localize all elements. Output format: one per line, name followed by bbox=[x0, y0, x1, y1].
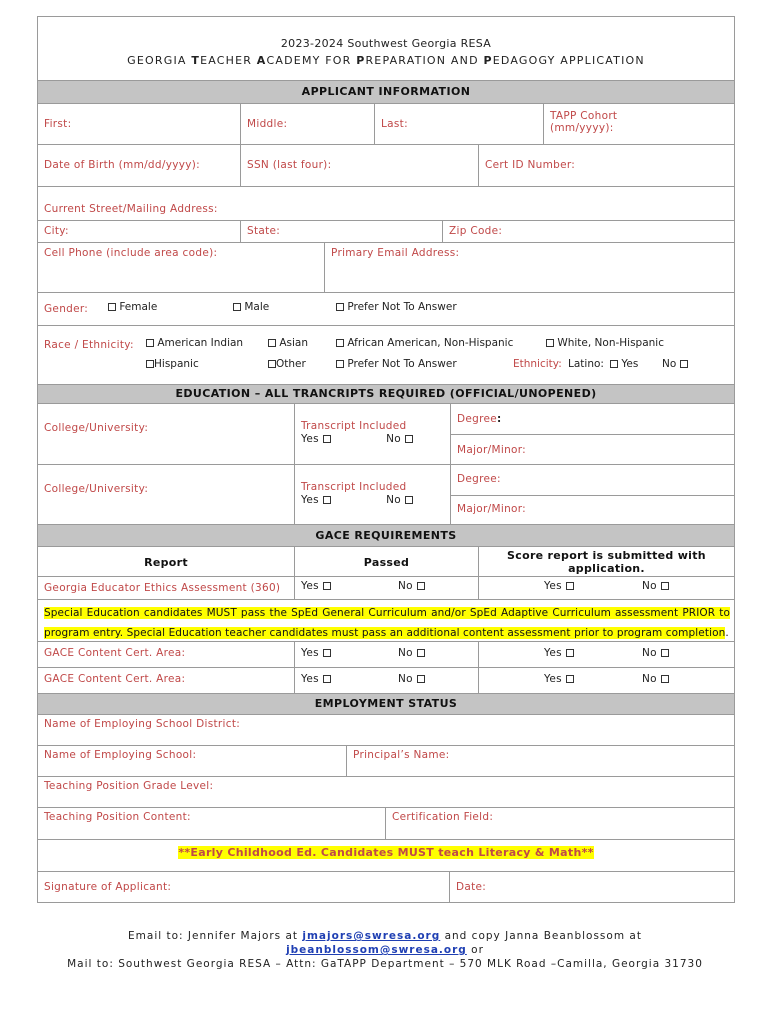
school-row bbox=[38, 746, 734, 777]
latino-label: Latino: bbox=[568, 358, 604, 370]
middle-name-field[interactable]: Middle: bbox=[241, 104, 375, 144]
form-header bbox=[38, 17, 734, 81]
checkbox-icon[interactable] bbox=[146, 339, 154, 347]
city-field[interactable]: City: bbox=[38, 221, 241, 242]
last-name-field[interactable]: Last: bbox=[375, 104, 544, 144]
checkbox-icon[interactable] bbox=[405, 435, 413, 443]
degree-field-2[interactable]: Degree: bbox=[451, 465, 734, 496]
ethics-passed-no[interactable]: No bbox=[398, 580, 425, 592]
gace-passed-yes[interactable]: Yes bbox=[301, 673, 331, 685]
employment-section-header: EMPLOYMENT STATUS bbox=[38, 694, 734, 715]
gace-content-area-label[interactable]: GACE Content Cert. Area: bbox=[38, 642, 295, 667]
early-childhood-row bbox=[38, 840, 734, 872]
gace-content-score-1 bbox=[479, 642, 734, 667]
checkbox-icon[interactable] bbox=[233, 303, 241, 311]
checkbox-icon[interactable] bbox=[323, 649, 331, 657]
transcript-options bbox=[301, 433, 444, 445]
ethics-score-no[interactable]: No bbox=[642, 580, 669, 592]
education-row-2 bbox=[38, 465, 734, 525]
application-form bbox=[37, 16, 735, 903]
address-row bbox=[38, 187, 734, 221]
applicant-section-header: APPLICANT INFORMATION bbox=[38, 81, 734, 104]
transcript-label: Transcript Included bbox=[301, 420, 407, 432]
college-field-1[interactable]: College/University: bbox=[38, 404, 295, 464]
signature-row bbox=[38, 872, 734, 902]
address-field[interactable]: Current Street/Mailing Address: bbox=[44, 203, 218, 215]
submission-instructions bbox=[37, 929, 733, 971]
tapp-cohort-label: TAPP Cohort bbox=[550, 110, 618, 122]
gace-content-area-label[interactable]: GACE Content Cert. Area: bbox=[38, 668, 295, 693]
ethics-score-cell bbox=[479, 577, 734, 599]
checkbox-icon[interactable] bbox=[323, 582, 331, 590]
transcript-field-1 bbox=[295, 404, 451, 464]
jbeanblossom-email-link[interactable]: jbeanblossom@swresa.org bbox=[286, 944, 467, 956]
ethics-assessment-label: Georgia Educator Ethics Assessment (360) bbox=[38, 577, 295, 599]
gace-score-no[interactable]: No bbox=[642, 647, 669, 659]
col-passed-header: Passed bbox=[295, 547, 479, 576]
checkbox-icon[interactable] bbox=[336, 360, 344, 368]
major-field-1[interactable]: Major/Minor: bbox=[457, 443, 527, 456]
gace-passed-no[interactable]: No bbox=[398, 673, 425, 685]
latino-no-option[interactable]: No bbox=[662, 358, 688, 370]
sped-notice-row bbox=[38, 600, 734, 642]
dob-field[interactable]: Date of Birth (mm/dd/yyyy): bbox=[38, 145, 241, 186]
sped-notice: Special Education candidates MUST pass the SpEd General Curriculum and/or SpEd Adaptive Curriculum assessment PRIOR to program entry. Special Education teacher candidates must pass an additional content assessment prior to program completion. bbox=[44, 607, 730, 639]
form-year-title: 2023-2024 Southwest Georgia RESA bbox=[280, 37, 492, 50]
content-row bbox=[38, 808, 734, 840]
degree-major-group-1 bbox=[451, 404, 734, 464]
jmajors-email-link[interactable]: jmajors@swresa.org bbox=[302, 930, 441, 942]
gace-content-row-1 bbox=[38, 642, 734, 668]
checkbox-icon[interactable] bbox=[268, 339, 276, 347]
education-section-header: EDUCATION – ALL TRANCRIPTS REQUIRED (OFFICIAL/UNOPENED) bbox=[38, 385, 734, 404]
gender-female-option[interactable]: Female bbox=[108, 301, 157, 313]
gace-passed-no[interactable]: No bbox=[398, 647, 425, 659]
gace-passed-yes[interactable]: Yes bbox=[301, 647, 331, 659]
zip-field[interactable]: Zip Code: bbox=[449, 225, 503, 237]
grade-row bbox=[38, 777, 734, 808]
gace-content-row-2 bbox=[38, 668, 734, 694]
transcript-options bbox=[301, 494, 444, 506]
checkbox-icon[interactable] bbox=[661, 649, 669, 657]
checkbox-icon[interactable] bbox=[108, 303, 116, 311]
gender-prefer-not-option[interactable]: Prefer Not To Answer bbox=[336, 301, 457, 313]
tapp-cohort-format: (mm/yyyy): bbox=[550, 122, 614, 134]
dob-row bbox=[38, 145, 734, 187]
checkbox-icon[interactable] bbox=[336, 339, 344, 347]
race-white-option[interactable]: White, Non-Hispanic bbox=[546, 337, 664, 349]
race-label: Race / Ethnicity: bbox=[44, 339, 134, 351]
name-row bbox=[38, 104, 734, 145]
checkbox-icon[interactable] bbox=[546, 339, 554, 347]
checkbox-icon[interactable] bbox=[417, 649, 425, 657]
transcript-yes-option[interactable]: Yes bbox=[301, 433, 331, 445]
mail-instructions: Mail to: Southwest Georgia RESA – Attn: GaTAPP Department – 570 MLK Road –Camilla, Georgia 31730 bbox=[67, 958, 703, 970]
major-field-2[interactable]: Major/Minor: bbox=[457, 502, 527, 515]
checkbox-icon[interactable] bbox=[323, 496, 331, 504]
gace-content-passed-1 bbox=[295, 642, 479, 667]
race-american-indian-option[interactable]: American Indian bbox=[146, 337, 243, 349]
transcript-no-option[interactable]: No bbox=[386, 433, 413, 445]
transcript-label: Transcript Included bbox=[301, 481, 407, 493]
checkbox-icon[interactable] bbox=[610, 360, 618, 368]
race-african-american-option[interactable]: African American, Non-Hispanic bbox=[336, 337, 513, 349]
transcript-yes-option[interactable]: Yes bbox=[301, 494, 331, 506]
cell-phone-field[interactable]: Cell Phone (include area code): bbox=[38, 243, 325, 292]
gace-content-passed-2 bbox=[295, 668, 479, 693]
transcript-no-option[interactable]: No bbox=[386, 494, 413, 506]
col-report-header: Report bbox=[38, 547, 295, 576]
tapp-cohort-field[interactable] bbox=[544, 104, 734, 144]
checkbox-icon[interactable] bbox=[566, 675, 574, 683]
college-field-2[interactable]: College/University: bbox=[38, 465, 295, 524]
district-row bbox=[38, 715, 734, 746]
checkbox-icon[interactable] bbox=[323, 435, 331, 443]
checkbox-icon[interactable] bbox=[680, 360, 688, 368]
race-other-option[interactable]: Other bbox=[268, 358, 306, 370]
ethnicity-label: Ethnicity: bbox=[513, 358, 562, 370]
gace-content-score-2 bbox=[479, 668, 734, 693]
ethics-passed-yes[interactable]: Yes bbox=[301, 580, 331, 592]
state-field[interactable]: State: bbox=[241, 221, 443, 242]
date-field[interactable]: Date: bbox=[456, 881, 487, 893]
degree-field-1[interactable]: Degree: bbox=[451, 404, 734, 435]
employing-district-field[interactable]: Name of Employing School District: bbox=[44, 718, 241, 730]
principal-name-field[interactable]: Principal’s Name: bbox=[353, 749, 450, 761]
early-childhood-notice: **Early Childhood Ed. Candidates MUST teach Literacy & Math** bbox=[178, 846, 594, 859]
gace-section-header: GACE REQUIREMENTS bbox=[38, 525, 734, 547]
checkbox-icon[interactable] bbox=[405, 496, 413, 504]
email-instructions: Email to: Jennifer Majors at jmajors@swresa.org and copy Janna Beanblossom at jbeanblossom@swresa.org or bbox=[128, 930, 642, 956]
email-field[interactable]: Primary Email Address: bbox=[331, 247, 460, 259]
race-hispanic-option[interactable]: Hispanic bbox=[146, 358, 199, 370]
gace-table-header bbox=[38, 547, 734, 577]
gace-score-no[interactable]: No bbox=[642, 673, 669, 685]
checkbox-icon[interactable] bbox=[146, 360, 154, 368]
gender-male-option[interactable]: Male bbox=[233, 301, 269, 313]
education-row-1 bbox=[38, 404, 734, 465]
ethics-row bbox=[38, 577, 734, 600]
transcript-field-2 bbox=[295, 465, 451, 524]
employing-school-field[interactable]: Name of Employing School: bbox=[38, 746, 347, 776]
checkbox-icon[interactable] bbox=[268, 360, 276, 368]
grade-level-field[interactable]: Teaching Position Grade Level: bbox=[44, 780, 214, 792]
gender-label: Gender: bbox=[44, 303, 89, 315]
race-row bbox=[38, 326, 734, 385]
cert-id-field[interactable]: Cert ID Number: bbox=[485, 159, 576, 171]
signature-field[interactable]: Signature of Applicant: bbox=[38, 872, 450, 902]
degree-major-group-2 bbox=[451, 465, 734, 524]
gace-score-yes[interactable]: Yes bbox=[544, 673, 574, 685]
checkbox-icon[interactable] bbox=[417, 675, 425, 683]
checkbox-icon[interactable] bbox=[336, 303, 344, 311]
gace-score-yes[interactable]: Yes bbox=[544, 647, 574, 659]
checkbox-icon[interactable] bbox=[566, 582, 574, 590]
contact-row bbox=[38, 243, 734, 293]
checkbox-icon[interactable] bbox=[661, 582, 669, 590]
ethics-score-yes[interactable]: Yes bbox=[544, 580, 574, 592]
first-name-field[interactable]: First: bbox=[38, 104, 241, 144]
position-content-field[interactable]: Teaching Position Content: bbox=[38, 808, 386, 839]
checkbox-icon[interactable] bbox=[323, 675, 331, 683]
ssn-field[interactable]: SSN (last four): bbox=[241, 145, 479, 186]
city-row bbox=[38, 221, 734, 243]
checkbox-icon[interactable] bbox=[417, 582, 425, 590]
latino-yes-option[interactable]: Yes bbox=[610, 358, 638, 370]
certification-field[interactable]: Certification Field: bbox=[392, 811, 494, 823]
race-prefer-not-option[interactable]: Prefer Not To Answer bbox=[336, 358, 457, 370]
form-title: GEORGIA TEACHER ACADEMY FOR PREPARATION AND PEDAGOGY APPLICATION bbox=[127, 54, 645, 67]
col-score-header: Score report is submitted with application. bbox=[507, 549, 706, 575]
ethics-passed-cell bbox=[295, 577, 479, 599]
race-asian-option[interactable]: Asian bbox=[268, 337, 308, 349]
checkbox-icon[interactable] bbox=[661, 675, 669, 683]
checkbox-icon[interactable] bbox=[566, 649, 574, 657]
gender-row bbox=[38, 293, 734, 326]
